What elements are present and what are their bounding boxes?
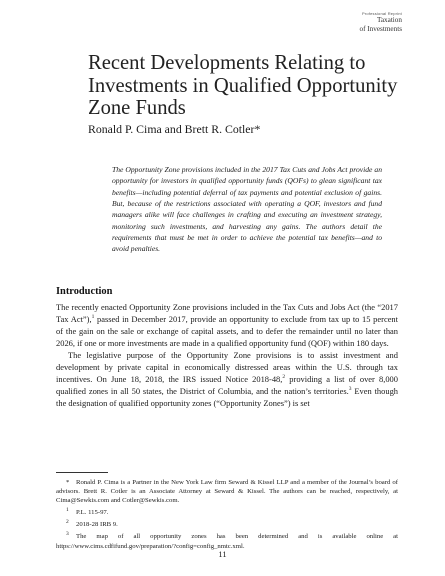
journal-name-line1: Taxation <box>376 16 402 24</box>
introduction-paragraph-2 <box>56 349 398 409</box>
introduction-body <box>56 301 398 409</box>
paragraph-text: The recently enacted Opportunity Zone provisions included in the Tax Cuts and Jobs Act (the “2017 Tax Act”), <box>56 302 398 324</box>
journal-reprint-label: Professional Reprint <box>361 11 402 16</box>
footnote-mark: * <box>66 479 70 486</box>
footnote-ref-2: 2 <box>282 374 286 381</box>
article-authors: Ronald P. Cima and Brett R. Cotler* <box>88 122 261 136</box>
footnote-text: Ronald P. Cima is a Partner in the New York Law firm Seward & Kissel LLP and a member of the Journal’s board of advisors. Brett R. Cotler is an Associate Attorney at Seward & Kissel. The authors can be reached, respectively, at Cima@Sewkis.com and Cotler@Sewkis.com. <box>56 479 398 505</box>
article-title: Recent Developments Relating to Investments in Qualified Opportunity Zone Funds <box>88 52 398 119</box>
introduction-paragraph-1 <box>56 301 398 349</box>
footnote-text: 2018-28 IRB 9. <box>76 521 118 529</box>
journal-name-line2: of Investments <box>359 24 402 33</box>
paragraph-text: passed in December 2017, provide an opportunity to exclude from tax up to 15 percent of the gain on the sale or exchange of capital assets, and to defer the remainder until no later than 2026, if one or more investments are made in a qualified opportunity fund (QOF) within 180 days. <box>56 314 398 348</box>
footnote-ref-1: 1 <box>91 314 95 321</box>
section-heading-introduction: Introduction <box>56 286 113 297</box>
footnote-divider <box>56 472 108 473</box>
footnotes <box>56 478 398 554</box>
article-abstract: The Opportunity Zone provisions included in the 2017 Tax Cuts and Jobs Act provide an opportunity for investors in qualified opportunity funds (QOFs) to glean significant tax benefits—including potential deferral of tax payments and potential exclusion of gains. But, because of the restrictions associated with operating a QOF, investors and fund managers alike will face challenges in crafting and executing an investment strategy, monitoring such investments, and harvesting any gains. The authors detail the requirements that must be met in order to achieve the potential tax benefits—and to avoid penalties. <box>112 165 382 254</box>
footnote-3: $^3$ The map of all opportunity zones has been determined and is available online at https://www.cims.cdfifund.gov/preparation/?config=config_nmtc.xml. <box>56 531 398 550</box>
footnote-2: $^2$ 2018-28 IRB 9. <box>66 519 118 529</box>
paragraph-text: providing a list of over 8,000 qualified zones in all 50 states, the District of Columbia, and the nation’s territories. <box>56 374 398 396</box>
footnote-text: P.L. 115-97. <box>76 509 109 517</box>
footnote-ref-3: 3 <box>348 386 352 393</box>
footnote-author <box>56 478 398 506</box>
paragraph-text: Even though the designation of qualified opportunity zones (“Opportunity Zones”) is set <box>56 386 399 408</box>
footnote-1: $^1$ P.L. 115-97. <box>66 507 109 517</box>
page-number: 11 <box>218 549 227 559</box>
paragraph-text: The legislative purpose of the Opportunity Zone provisions is to assist investment and development by private capital in economically distressed areas within the U.S. through tax incentives. On June 18, 2018, the IRS issued Notice 2018-48, <box>56 350 398 384</box>
journal-logo <box>292 12 402 33</box>
footnote-text: The map of all opportunity zones has been determined and is available online at https://www.cims.cdfifund.gov/preparation/?config=config_nmtc.xml. <box>56 533 398 550</box>
